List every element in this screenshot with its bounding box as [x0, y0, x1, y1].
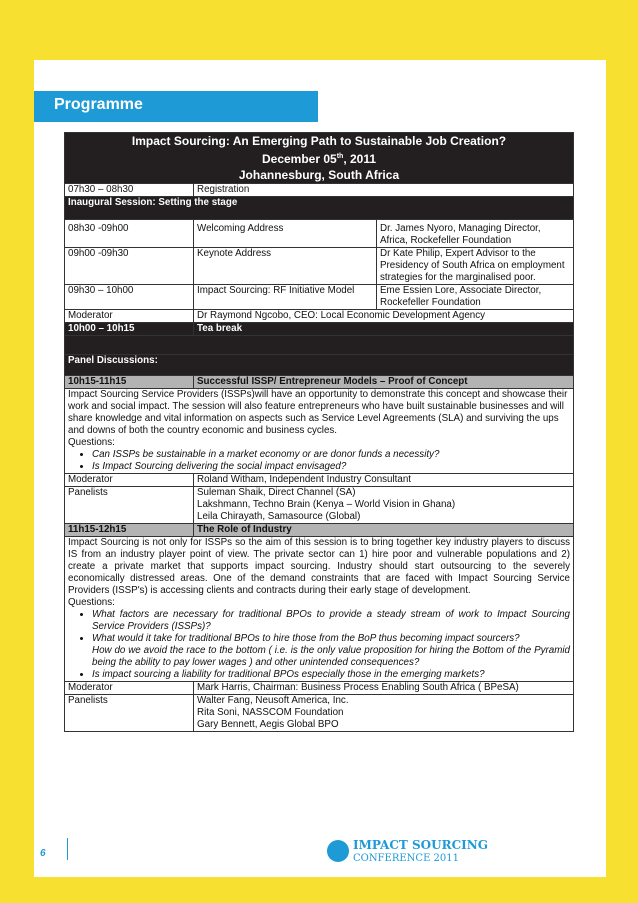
event-location: Johannesburg, South Africa [238, 168, 400, 182]
page-number: 6 [40, 848, 46, 859]
footer-divider [67, 838, 68, 860]
programme-table [64, 132, 574, 732]
event-title: Impact Sourcing: An Emerging Path to Sustainable Job Creation? [131, 134, 507, 148]
spacer-row [65, 336, 574, 355]
table-row: Panelists Walter Fang, Neusoft America, Inc. Rita Soni, NASSCOM Foundation Gary Bennett, Aegis Global BPO [65, 695, 574, 732]
table-row: Panelists Suleman Shaik, Direct Channel (SA) Lakshmann, Techno Brain (Kenya – World Vision in Ghana) Leila Chirayath, Samasource (Global) [65, 487, 574, 524]
table-row: 10h00 – 10h15 Tea break [65, 323, 574, 336]
session-heading: 11h15-12h15 The Role of Industry [65, 524, 574, 537]
session-heading: 10h15-11h15 Successful ISSP/ Entrepreneur Models – Proof of Concept [65, 376, 574, 389]
table-row: 09h00 -09h30 Keynote Address Dr Kate Philip, Expert Advisor to the Presidency of South Africa on employment strategies for the marginalised poor. [65, 248, 574, 285]
table-row: Moderator Mark Harris, Chairman: Business Process Enabling South Africa ( BPeSA) [65, 682, 574, 695]
question-list: • What factors are necessary for traditional BPOs to provide a steady stream of work to Impact Sourcing Service Providers (ISSPs)? • What would it take for traditional BPOs to hire those from the BoP thus becoming impact sourcers? [68, 609, 570, 645]
logo-subtitle: CONFERENCE 2011 [353, 853, 459, 864]
page [34, 60, 606, 877]
session-heading: Panel Discussions: [65, 355, 574, 376]
logo-title: IMPACT SOURCING [353, 838, 488, 852]
globe-icon [327, 840, 349, 862]
table-row: 09h30 – 10h00 Impact Sourcing: RF Initiative Model Eme Essien Lore, Associate Director, Rockefeller Foundation [65, 285, 574, 310]
table-row: 07h30 – 08h30 Registration [65, 184, 574, 197]
session-description: Impact Sourcing is not only for ISSPs so the aim of this session is to bring together key industry players to discuss IS from an industry player point of view. The private sector can 1) hire poor and vulnerable populations and 2) create a private market that supports impact sourcing. Industry should start outsourcing to the severely economically distressed areas. One of the demand constraints that are faced with Impact Sourcing Service Providers (ISSP's) is accessing clients and contracts during their early stage of development. Questions: • What factors are necessary for traditional BPOs to provide a steady stream of work to Impact Sourcing Service Providers (ISSPs)? • What would it take for traditional BPOs to hire those from the BoP thus becoming impact sourcers? How do we avoid the race to the bottom ( i.e. is the only value proposition for hiring the Bottom of the Pyramid being the ability to pay lower wages ) and other unintended consequences? • Is impact sourcing a liability for traditional BPOs especially those in the emerging markets? [65, 537, 574, 682]
table-row: Moderator Dr Raymond Ngcobo, CEO: Local Economic Development Agency [65, 310, 574, 323]
session-description: Impact Sourcing Service Providers (ISSPs)will have an opportunity to demonstrate this concept and showcase their work and social impact. The session will also feature entrepreneurs who have built sustainable businesses and will share knowledge and vital information on aspects such as Service Level Agreements (SLA) and surviving the ups and downs of both the country economic and business cycles. Questions: • Can ISSPs be sustainable in a market economy or are donor funds a necessity? • Is Impact Sourcing delivering the social impact envisaged? [65, 389, 574, 474]
session-heading: Inaugural Session: Setting the stage [65, 197, 574, 220]
table-header [65, 133, 574, 184]
table-row: Moderator Roland Witham, Independent Industry Consultant [65, 474, 574, 487]
section-title: Programme [54, 96, 143, 113]
event-date: December 05th, 2011 [261, 152, 377, 166]
table-row: 08h30 -09h00 Welcoming Address Dr. James Nyoro, Managing Director, Africa, Rockefeller Foundation [65, 220, 574, 248]
question-list: • Can ISSPs be sustainable in a market economy or are donor funds a necessity? • Is Impact Sourcing delivering the social impact envisaged? [68, 449, 570, 473]
